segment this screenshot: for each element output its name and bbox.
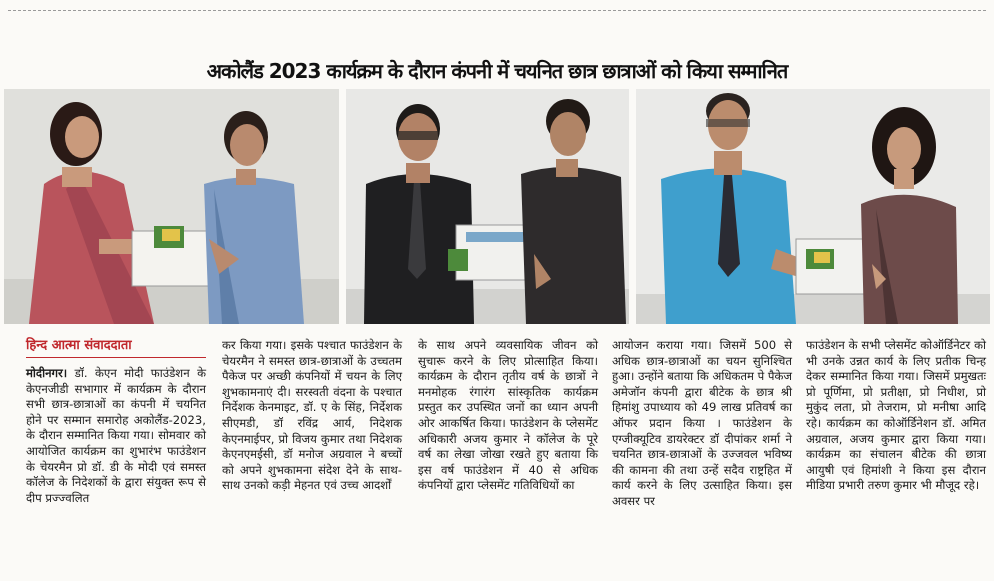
article-column-1 xyxy=(26,338,206,506)
article-column-4 xyxy=(612,338,792,510)
dateline: मोदीनगर। xyxy=(26,366,68,380)
award-photo-1 xyxy=(4,89,339,324)
byline: हिन्द आत्मा संवाददाता xyxy=(26,338,206,358)
award-photo-3 xyxy=(636,89,990,324)
column-4-text: आयोजन कराया गया। जिसमें 500 से अधिक छात्र-छात्राओं का चयन सुनिश्चित हुआ। उन्होंने बताया कि अधिकतम पे पैकेज अमेजॉन कंपनी द्वारा बीटेक के छात्र श्री हिमांशु उपाध्याय को 49 लाख प्रतिवर्ष का ऑफर प्रदान किया । फाउंडेशन के एग्जीक्यूटिव डायरेक्टर डॉ दीपांकर शर्मा ने चयनित छात्र-छात्राओं के उज्जवल भविष्य की कामना की तथा उन्हें सदैव राष्ट्रहित में कार्य करने के लिए उत्साहित किया। इस अवसर पर xyxy=(612,338,792,508)
article-column-2 xyxy=(222,338,402,494)
column-3-text: के साथ अपने व्यवसायिक जीवन को सुचारू करने के लिए प्रोत्साहित किया। कार्यक्रम के दौरान तृतीय वर्ष के छात्रों ने मनमोहक रंगारंग सांस्कृतिक कार्यक्रम प्रस्तुत कर उपस्थित जनों का ध्यान अपनी ओर आकर्षित किया। फाउंडेशन के प्लेसमेंट अधिकारी अजय कुमार ने कॉलेज के पूरे वर्ष का लेखा जोखा रखते हुए बताया कि इस वर्ष फाउंडेशन में 40 से अधिक कंपनियों द्वारा प्लेसमेंट गतिविधियों का xyxy=(418,338,598,493)
article-column-5 xyxy=(806,338,986,494)
article-column-3 xyxy=(418,338,598,494)
column-2-text: कर किया गया। इसके पश्चात फाउंडेशन के चेयरमैन ने समस्त छात्र-छात्राओं के उच्चतम पैकेज पर अच्छी कंपनियों में चयन के लिए शुभकामनाएं दी। सरस्वती वंदना के पश्चात निर्देशक केनमाइट, डॉ. ए के सिंह, निर्देशक सीएमडी, डॉ रविंद्र आर्य, निदेशक केएनमाईपर, प्रो विजय कुमार तथा निदेशक केएनएमईसी, डॉ मनोज अग्रवाल ने बच्चों को अपने शुभकामना संदेश देने के साथ-साथ उनको कड़ी मेहनत एवं उच्च आदर्शों xyxy=(222,338,402,493)
top-rule xyxy=(8,10,986,11)
column-1-text: डॉ. केएन मोदी फाउंडेशन के केएनजीडी सभागार में कार्यक्रम के दौरान सभी छात्र-छात्राओं का कंपनी में चयनित होने पर सम्मान समारोह अकोलैंड-2023, के दौरान सम्मानित किया गया। सोमवार को आयोजित कार्यक्रम का शुभारंभ फाउंडेशन के चेयरमैन प्रो डॉ. डी के मोदी एवं समस्त कॉलेज के निदेशकों के द्वारा संयुक्त रूप से दीप प्रज्ज्वलित xyxy=(26,366,206,505)
award-photo-2 xyxy=(346,89,629,324)
headline: अकोलैंड 2023 कार्यक्रम के दौरान कंपनी में चयनित छात्र छात्राओं को किया सम्मानित xyxy=(206,59,788,84)
column-5-text: फाउंडेशन के सभी प्लेसमेंट कोऑर्डिनेटर को भी उनके उन्नत कार्य के लिए प्रतीक चिन्ह देकर सम्मानित किया गया। जिसमें प्रमुखतः प्रो पूर्णिमा, प्रो प्रतीक्षा, प्रो निधीश, प्रो मुकुंद लता, प्रो तेजराम, प्रो मनीषा आदि रहे। कार्यक्रम का कोऑर्डिनेशन डॉ. अमित अग्रवाल, अजय कुमार द्वारा किया गया। कार्यक्रम का संचालन बीटेक की छात्रा आयुषी एवं हिमांशी ने किया इस दौरान मीडिया प्रभारी तरुण कुमार भी मौजूद रहे। xyxy=(806,338,986,493)
article-paragraph xyxy=(26,366,206,506)
